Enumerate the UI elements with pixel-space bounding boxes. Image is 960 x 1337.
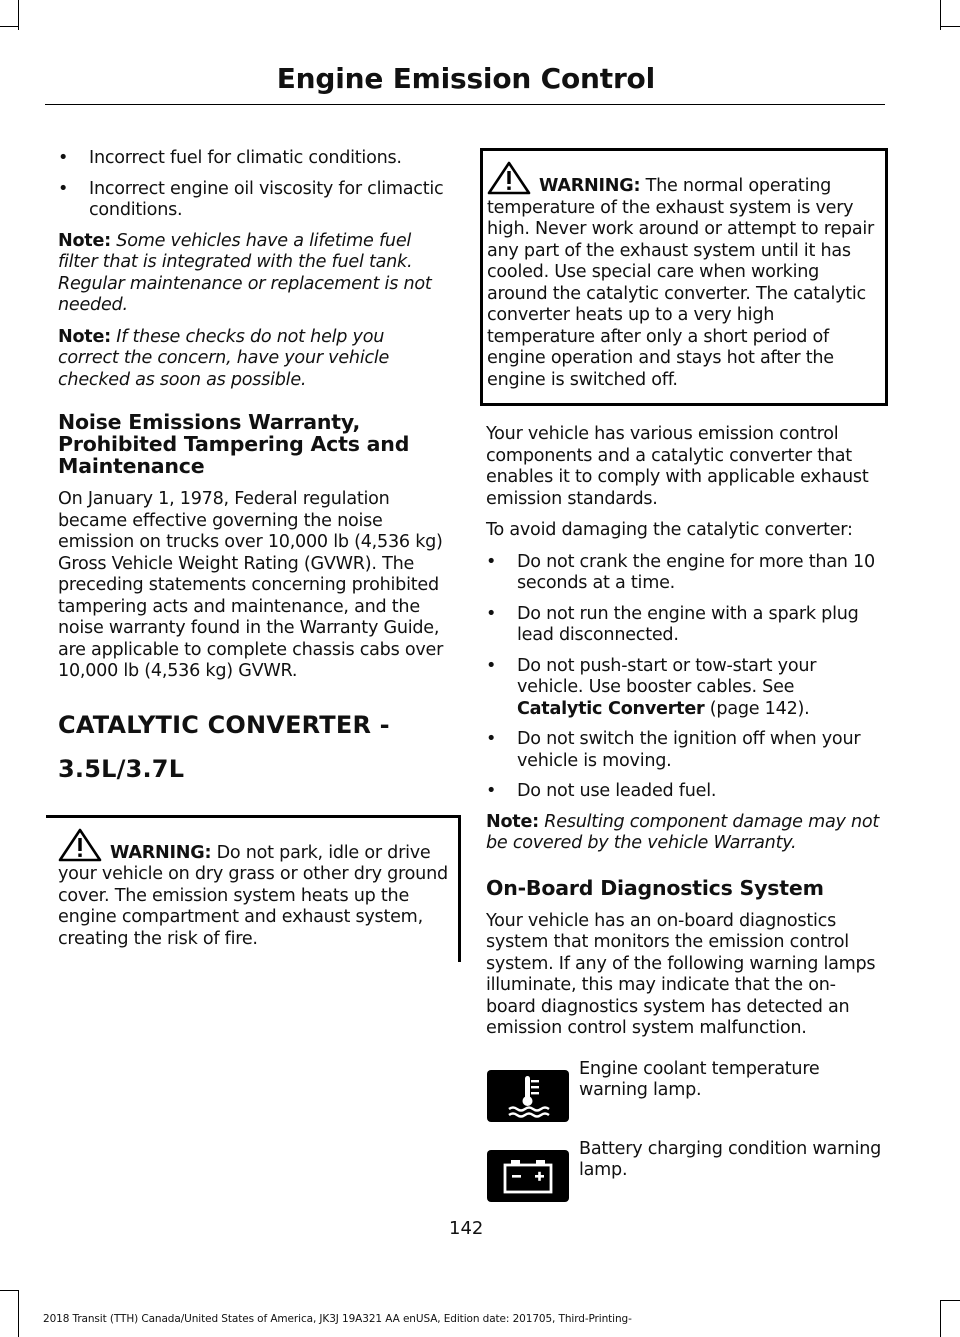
- bullet-glyph: •: [486, 729, 497, 749]
- catalytic-converter-link[interactable]: Catalytic Converter: [517, 698, 705, 719]
- catalytic-converter-heading: CATALYTIC CONVERTER - 3.5L/3.7L: [58, 710, 390, 783]
- warning-box: WARNING: The normal operating temperature of the exhaust system is very high. Never work around or attempt to repair any part of the exhaust system until it has cooled. Use special care when working around the catalytic converter. The catalytic converter heats up to a very high temperature after only a short period of engine operation and stays hot after the engine is switched off.: [480, 148, 888, 406]
- note-paragraph: Note: If these checks do not help you correct the concern, have your vehicle checked as soon as possible.: [58, 326, 390, 390]
- coolant-lamp-row: [487, 1060, 882, 1122]
- crop-mark: [18, 0, 19, 30]
- page-header-title: Engine Emission Control: [276, 62, 655, 95]
- bullet-glyph: •: [486, 551, 497, 572]
- obd-heading: On-Board Diagnostics System: [486, 875, 824, 900]
- crop-mark: [18, 1290, 19, 1337]
- bullet-glyph: •: [486, 603, 497, 624]
- bullet-glyph: •: [58, 178, 69, 199]
- list-item: • Do not crank the engine for more than 10 seconds at a time.: [486, 551, 875, 593]
- left-column: [58, 148, 450, 962]
- list-item: • Do not use leaded fuel.: [486, 781, 717, 801]
- crop-mark: [0, 1290, 18, 1291]
- note-paragraph: Note: Resulting component damage may not be covered by the vehicle Warranty.: [486, 811, 880, 853]
- page-reference[interactable]: (page 142).: [709, 698, 810, 719]
- list-item: • Incorrect engine oil viscosity for climactic conditions.: [58, 178, 444, 220]
- page-number: 142: [449, 1218, 484, 1239]
- list-item: • Do not run the engine with a spark plug lead disconnected.: [486, 603, 859, 645]
- crop-mark: [941, 1300, 960, 1301]
- crop-mark: [940, 1300, 941, 1337]
- header-rule: [45, 104, 885, 105]
- right-column: [486, 148, 882, 1220]
- bullet-glyph: •: [486, 655, 497, 676]
- warning-triangle-icon: [487, 161, 531, 195]
- bullet-glyph: •: [58, 148, 69, 168]
- coolant-temperature-icon: [487, 1070, 569, 1122]
- crop-mark: [0, 26, 18, 27]
- catalytic-precautions-list: [486, 552, 882, 803]
- lamp-description: Engine coolant temperature warning lamp.: [579, 1058, 820, 1100]
- lamp-description: Battery charging condition warning lamp.: [579, 1138, 882, 1180]
- crop-mark: [941, 26, 960, 27]
- noise-warranty-paragraph: On January 1, 1978, Federal regulation became effective governing the noise emission on trucks over 10,000 lb (4,536 kg) Gross Vehicle Weight Rating (GVWR). The preceding statements concerning prohibited tampering acts and maintenance, and the noise warranty found in the Warranty Guide, are applicable to complete chassis cabs over 10,000 lb (4,536 kg) GVWR.: [58, 489, 444, 681]
- warning-box: WARNING: Do not park, idle or drive your vehicle on dry grass or other dry ground cover. The emission system heats up the engine compartment and exhaust system, creating the risk of fire.: [46, 815, 461, 963]
- avoid-damage-lead: To avoid damaging the catalytic converter:: [486, 520, 853, 540]
- noise-warranty-heading: Noise Emissions Warranty, Prohibited Tampering Acts and Maintenance: [58, 410, 410, 478]
- list-item: • Do not switch the ignition off when your vehicle is moving.: [486, 729, 861, 771]
- footer-edition-info: 2018 Transit (TTH) Canada/United States of America, JK3J 19A321 AA enUSA, Edition date: 201705, Third-Printing-: [43, 1313, 632, 1325]
- obd-paragraph: Your vehicle has an on-board diagnostics system that monitors the emission control system. If any of the following warning lamps illuminate, this may indicate that the on-board diagnostics system has detected an emission control system malfunction.: [486, 910, 876, 1038]
- bullet-glyph: •: [486, 781, 497, 801]
- warning-triangle-icon: [58, 828, 102, 862]
- note-paragraph: Note: Some vehicles have a lifetime fuel filter that is integrated with the fuel tank. Regular maintenance or replacement is not needed.: [58, 230, 432, 315]
- list-item: • Incorrect fuel for climatic conditions.: [58, 148, 402, 168]
- battery-icon: [487, 1150, 569, 1202]
- battery-lamp-row: [487, 1140, 882, 1202]
- fuel-bullet-list: [58, 148, 450, 222]
- list-item: • Do not push-start or tow-start your vehicle. Use booster cables. See Catalytic Converter (page 142).: [486, 655, 817, 719]
- emission-intro-paragraph: Your vehicle has various emission control components and a catalytic converter that enables it to comply with applicable exhaust emission standards.: [486, 424, 869, 509]
